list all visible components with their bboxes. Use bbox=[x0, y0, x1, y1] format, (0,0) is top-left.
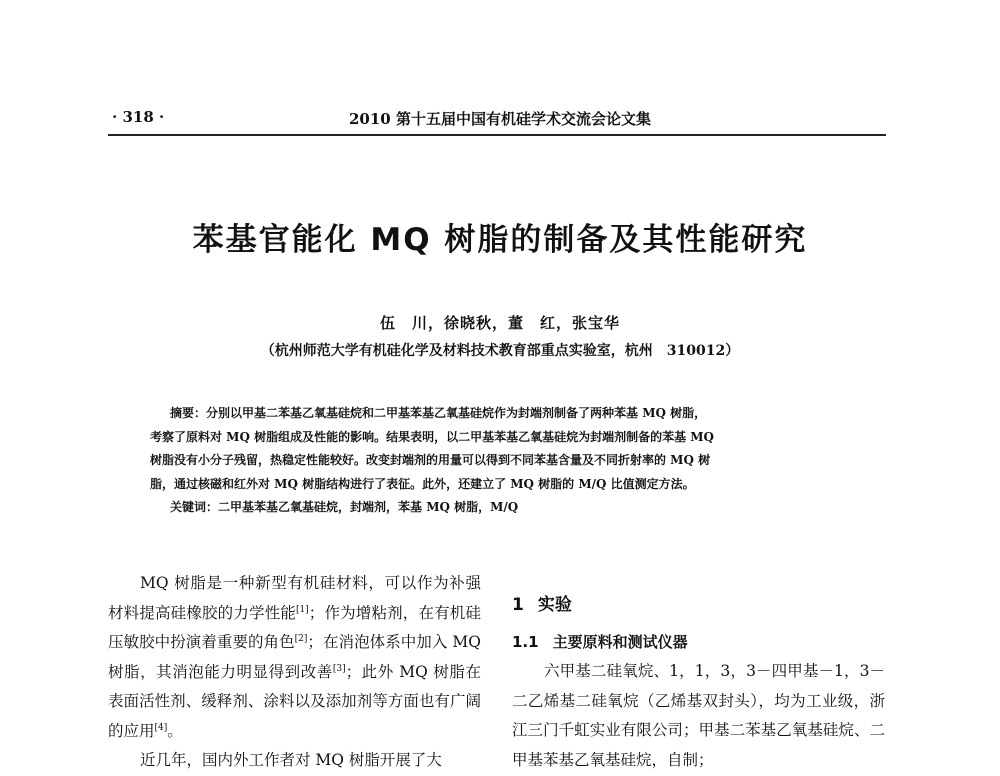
body-text: ；在消泡体系中加入 MQ 树脂，其消泡能力明显得到改善 bbox=[108, 633, 481, 681]
intro-paragraph: 近几年，国内外工作者对 MQ 树脂开展了大 bbox=[140, 751, 442, 769]
abstract-line bbox=[150, 402, 862, 426]
affiliation: （杭州师范大学有机硅化学及材料技术教育部重点实验室，杭州 310012） bbox=[260, 343, 740, 359]
subsection-title: 主要原料和测试仪器 bbox=[552, 633, 688, 651]
keywords-text: 二甲基苯基乙氧基硅烷，封端剂，苯基 MQ 树脂，M/Q bbox=[218, 500, 519, 514]
subsection-number: 1.1 bbox=[512, 633, 539, 651]
citation: [3] bbox=[332, 663, 346, 674]
keywords-label: 关键词： bbox=[170, 500, 219, 514]
abstract-text: 分别以甲基二苯基乙氧基硅烷和二甲基苯基乙氧基硅烷作为封端剂制备了两种苯基 MQ 树脂， bbox=[206, 406, 707, 420]
keywords-line bbox=[150, 496, 862, 520]
section-title: 实验 bbox=[537, 595, 572, 615]
materials-paragraph: 六甲基二硅氧烷、1，1，3，3－四甲基－1，3－二乙烯基二硅氧烷（乙烯基双封头），均为工业级，浙江三门千虹实业有限公司；甲基二苯基乙氧基硅烷、二甲基苯基乙氧基硅烷，自制； bbox=[512, 662, 885, 769]
section-heading bbox=[512, 583, 885, 627]
subsection-heading bbox=[512, 627, 885, 657]
body-text: MQ 树脂是一种新型有机硅材料，可以作为补强材料提高硅橡胶的力学性能 bbox=[108, 574, 481, 622]
page-number: · 318 · bbox=[112, 108, 165, 126]
citation: [1] bbox=[296, 604, 309, 615]
authors: 伍 川，徐晓秋，董 红，张宝华 bbox=[379, 314, 620, 332]
citation: [2] bbox=[294, 633, 308, 644]
citation: [4] bbox=[154, 722, 168, 733]
abstract-block bbox=[150, 402, 862, 520]
intro-paragraph bbox=[108, 569, 481, 746]
abstract-line: 脂，通过核磁和红外对 MQ 树脂结构进行了表征。此外，还建立了 MQ 树脂的 M/Q 比值测定方法。 bbox=[150, 476, 695, 491]
body-text: 。 bbox=[167, 721, 183, 740]
body-text: ；作为增粘剂，在有机硅压敏胶中扮演着重要的角色 bbox=[108, 603, 481, 651]
abstract-line: 树脂没有小分子残留，热稳定性能较好。改变封端剂的用量可以得到不同苯基含量及不同折射率的 MQ 树 bbox=[150, 453, 711, 467]
abstract-label: 摘要： bbox=[170, 406, 207, 420]
running-header: 2010 第十五届中国有机硅学术交流会论文集 bbox=[349, 110, 651, 128]
section-number: 1 bbox=[512, 595, 524, 615]
right-column bbox=[512, 583, 885, 775]
abstract-line: 考察了原料对 MQ 树脂组成及性能的影响。结果表明，以二甲基苯基乙氧基硅烷为封端剂制备的苯基 MQ bbox=[150, 429, 715, 444]
body-text: ；此外 MQ 树脂在表面活性剂、缓释剂、涂料以及添加剂等方面也有广阔的应用 bbox=[108, 662, 481, 740]
paper-title: 苯基官能化 MQ 树脂的制备及其性能研究 bbox=[192, 222, 808, 258]
left-column bbox=[108, 569, 481, 776]
header-rule bbox=[108, 134, 886, 136]
